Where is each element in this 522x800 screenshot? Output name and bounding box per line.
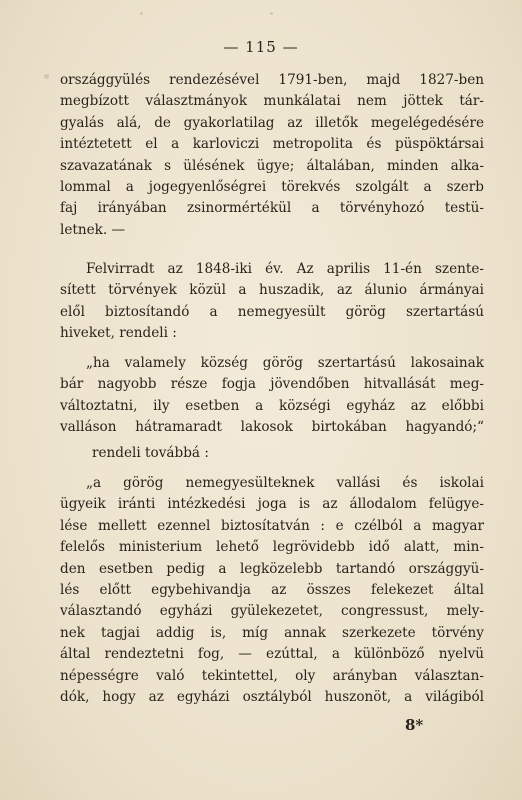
text-line: lés előtt egybehivandja az összes felekezet által: [60, 582, 484, 599]
paper-spot: [270, 12, 273, 15]
text-line: hiveket, rendeli :: [60, 325, 177, 342]
text-line: bár nagyobb része fogja jövendőben hitvallását meg-: [60, 376, 484, 393]
text-line: lommal a jogegyenlőségrei törekvés szolgált a szerb: [60, 179, 484, 196]
text-line: ügyeik iránti intézkedési joga is az állodalom felügye-: [60, 496, 484, 513]
text-line: dók, hogy az egyházi osztályból huszonöt, a világiból: [60, 689, 484, 706]
paper-spot: [140, 12, 143, 15]
text-line: változtatni, ily esetben a községi egyház az előbbi: [60, 397, 484, 414]
text-line: választandó egyházi gyülekezetet, congressust, mely-: [60, 603, 484, 620]
quotation-2: [60, 473, 484, 708]
text-line: rendeli továbbá :: [92, 445, 209, 461]
paragraph-1: [60, 70, 484, 241]
text-line: megbízott választmányok munkálatai nem jöttek tár-: [60, 93, 484, 110]
text-line: Felvirradt az 1848-iki év. Az aprilis 11-én szente-: [86, 261, 484, 277]
text-line: országgyülés rendezésével 1791-ben, majd 1827-ben: [60, 72, 484, 88]
text-line: intéztetett el a karloviczi metropolita és püspöktársai: [60, 136, 484, 153]
paragraph-3: [60, 443, 484, 464]
quotation-1: [60, 353, 484, 439]
text-line: faj irányában zsinormértékül a törvényhozó testü-: [60, 200, 484, 217]
text-line: „ha valamely község görög szertartású lakosainak: [86, 355, 484, 371]
text-line: sített törvények közül a huszadik, az álunio ármányai: [60, 282, 484, 299]
text-line: nek tagjai addig is, míg annak szerkezete törvény: [60, 624, 484, 641]
text-line: népességre való tekintettel, oly arányban választan-: [60, 667, 484, 684]
text-line: „a görög nemegyesülteknek vallási és iskolai: [86, 475, 484, 491]
text-line: den esetben pedig a legközelebb tartandó országgyü-: [60, 560, 484, 577]
text-line: elől biztosítandó a nemegyesült görög szertartású: [60, 303, 484, 320]
signature-mark: 8*: [405, 716, 424, 734]
text-line: lése mellett ezennel biztosítatván : e czélból a magyar: [60, 517, 484, 534]
text-line: valláson hátramaradt lakosok birtokában hagyandó;“: [60, 419, 484, 436]
paper-spot: [44, 74, 49, 79]
text-line: letnek. —: [60, 221, 126, 238]
text-line: felelős ministerium lehető legrövidebb idő alatt, min-: [60, 539, 484, 556]
paragraph-2: [60, 259, 484, 345]
text-line: által rendeztetni fog, — ezúttal, a különböző nyelvü: [60, 646, 484, 663]
page-number: — 115 —: [223, 38, 299, 56]
text-line: gyalás alá, de gyakorlatilag az illetők megelégedésére: [60, 114, 484, 131]
text-line: szavazatának s ülésének ügye; általában, minden alka-: [60, 157, 484, 174]
